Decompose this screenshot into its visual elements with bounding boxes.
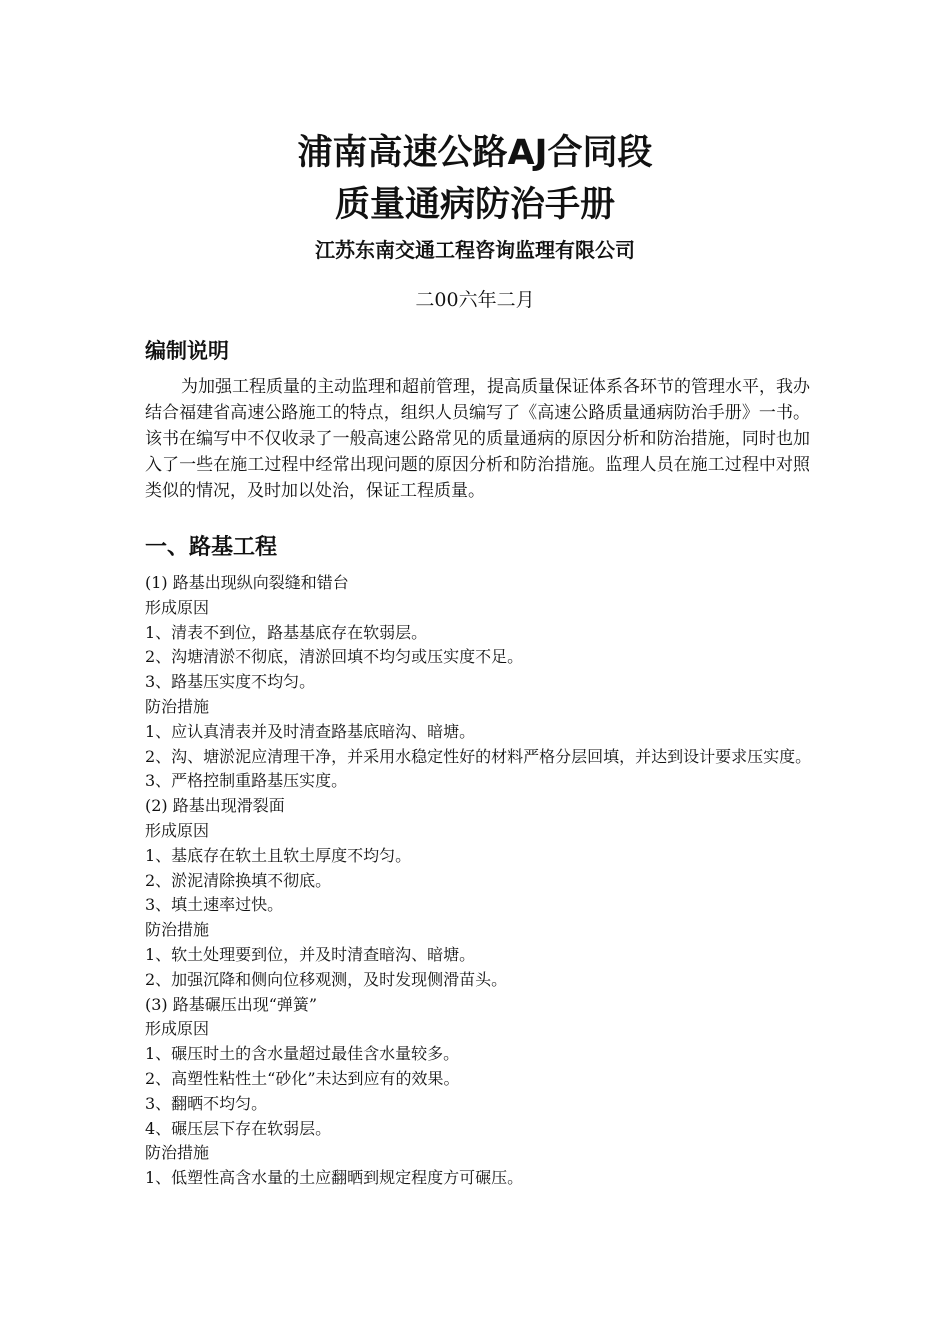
intro-paragraph: 为加强工程质量的主动监理和超前管理，提高质量保证体系各环节的管理水平，我办结合福建省高速公路施工的特点，组织人员编写了《高速公路质量通病防治手册》一书。该书在编写中不仅收录了一般高速公路常见的质量通病的原因分析和防治措施，同时也加入了一些在施工过程中经常出现问题的原因分析和防治措施。监理人员在施工过程中对照类似的情况，及时加以处治，保证工程质量。 [145, 377, 810, 501]
list-item: 2、沟塘清淤不彻底，清淤回填不均匀或压实度不足。 [145, 647, 524, 667]
measure-label: 防治措施 [145, 696, 210, 716]
problem-heading: (2) 路基出现滑裂面 [145, 796, 285, 816]
list-item: 3、严格控制重路基压实度。 [145, 771, 348, 791]
organization-name: 江苏东南交通工程咨询监理有限公司 [315, 238, 635, 262]
list-item: 1、清表不到位，路基基底存在软弱层。 [145, 622, 428, 642]
list-item: 2、高塑性粘性土“砂化”未达到应有的效果。 [145, 1068, 460, 1088]
section-content [145, 571, 825, 1191]
document-title-line2: 质量通病防治手册 [334, 185, 615, 225]
list-item: 1、基底存在软土且软土厚度不均匀。 [145, 845, 412, 865]
list-item: 4、碾压层下存在软弱层。 [145, 1118, 332, 1138]
list-item: 3、路基压实度不均匀。 [145, 672, 316, 692]
intro-heading: 编制说明 [145, 339, 229, 363]
list-item: 1、应认真清表并及时清查路基底暗沟、暗塘。 [145, 721, 476, 741]
document-title-line1: 浦南高速公路AJ合同段 [297, 133, 653, 173]
document-date: 二00六年二月 [415, 289, 535, 311]
problem-heading: (1) 路基出现纵向裂缝和错台 [145, 573, 349, 592]
section-heading-roadbed: 一、路基工程 [145, 535, 278, 560]
list-item: 1、低塑性高含水量的土应翻晒到规定程度方可碾压。 [145, 1168, 524, 1188]
list-item: 1、碾压时土的含水量超过最佳含水量较多。 [145, 1044, 460, 1064]
list-item: 2、淤泥清除换填不彻底。 [145, 870, 332, 890]
cause-label: 形成原因 [145, 1019, 210, 1039]
measure-label: 防治措施 [145, 920, 210, 940]
list-item: 2、加强沉降和侧向位移观测，及时发现侧滑苗头。 [145, 969, 508, 989]
cause-label: 形成原因 [145, 820, 210, 840]
list-item: 2、沟、塘淤泥应清理干净，并采用水稳定性好的材料严格分层回填，并达到设计要求压实度。 [145, 746, 812, 766]
list-item: 3、翻晒不均匀。 [145, 1093, 268, 1113]
problem-heading: (3) 路基碾压出现“弹簧” [145, 994, 318, 1014]
list-item: 1、软土处理要到位，并及时清查暗沟、暗塘。 [145, 944, 476, 964]
measure-label: 防治措施 [145, 1143, 210, 1163]
list-item: 3、填土速率过快。 [145, 895, 284, 915]
cause-label: 形成原因 [145, 597, 210, 617]
